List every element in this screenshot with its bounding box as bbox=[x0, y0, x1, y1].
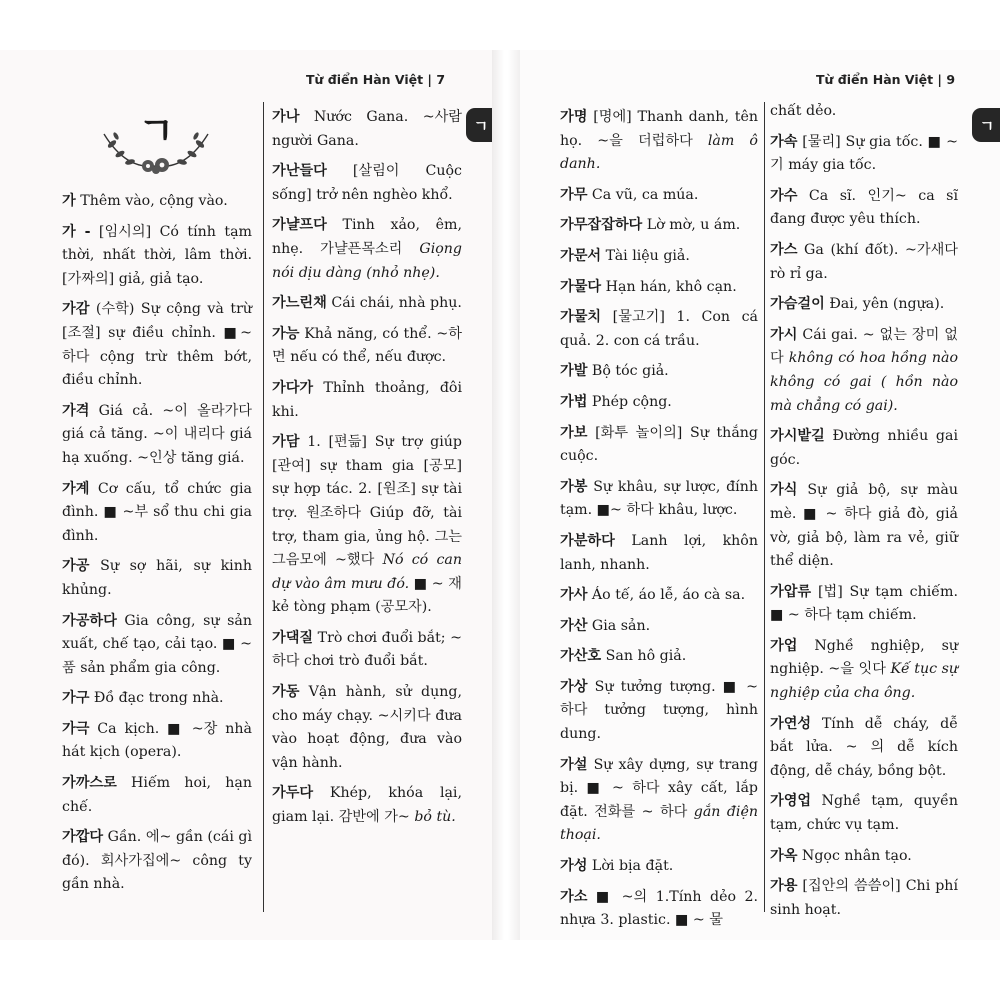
definition: Nước Gana. ~사람 người Gana. bbox=[272, 109, 462, 149]
dictionary-entry bbox=[770, 324, 958, 418]
headword: 가 - bbox=[62, 223, 91, 240]
book-gutter bbox=[488, 50, 524, 940]
dictionary-entry bbox=[272, 160, 462, 207]
dictionary-column-2 bbox=[272, 106, 462, 837]
definition: Ca vũ, ca múa. bbox=[587, 186, 699, 203]
dictionary-entry bbox=[560, 886, 758, 933]
headword: 가압류 bbox=[770, 583, 812, 600]
page-header: Từ điển Hàn Việt | 7 bbox=[306, 72, 446, 87]
headword: 가다가 bbox=[272, 379, 314, 396]
headword: 가 bbox=[62, 193, 76, 209]
definition: Gia công, sự sản xuất, chế tạo, cải tạo. ■ ~품 sản phẩm gia công. bbox=[62, 612, 252, 676]
definition: Gần. 에~ gần (cái gì đó). 회사가집에~ công ty gần nhà. bbox=[62, 829, 252, 893]
dictionary-entry bbox=[560, 276, 758, 300]
dictionary-entry bbox=[272, 782, 462, 829]
dictionary-entry bbox=[770, 479, 958, 573]
dictionary-entry-continued bbox=[770, 100, 958, 124]
example-italic: Kế tục sự nghiệp của cha ông. bbox=[770, 661, 958, 702]
dictionary-entry bbox=[560, 391, 758, 415]
headword: 가능 bbox=[272, 325, 300, 342]
headword: 가상 bbox=[560, 678, 588, 695]
dictionary-entry bbox=[272, 681, 462, 775]
headword: 가사 bbox=[560, 587, 588, 604]
dictionary-entry bbox=[770, 425, 958, 472]
page-header: Từ điển Hàn Việt | 9 bbox=[816, 72, 956, 87]
definition: Sự tưởng tượng. ■ ~ 하다 tưởng tượng, hình dung. bbox=[560, 678, 758, 743]
definition: [법] Sự tạm chiếm. ■ ~ 하다 tạm chiếm. bbox=[770, 583, 958, 624]
headword: 가댁질 bbox=[272, 629, 314, 646]
definition: Tinh xảo, êm, nhẹ. 가냘픈목소리 bbox=[272, 217, 462, 257]
section-tab: ㄱ bbox=[972, 108, 1000, 142]
headword: 가물다 bbox=[560, 278, 602, 295]
definition: Sự sợ hãi, sự kinh khủng. bbox=[62, 558, 252, 598]
dictionary-entry bbox=[272, 292, 462, 316]
dictionary-entry bbox=[62, 190, 252, 214]
headword: 가소 bbox=[560, 888, 588, 905]
definition: [물고기] 1. Con cá quả. 2. con cá trầu. bbox=[560, 309, 758, 349]
dictionary-entry bbox=[560, 476, 758, 523]
dictionary-entry bbox=[770, 239, 958, 286]
definition: Vận hành, sử dụng, cho máy chạy. ~시키다 đưa vào hoạt động, đưa vào vận hành. bbox=[272, 684, 462, 771]
left-page bbox=[0, 50, 492, 940]
dictionary-entry bbox=[62, 687, 252, 711]
headword: 가감 bbox=[62, 301, 90, 318]
dictionary-entry bbox=[272, 431, 462, 620]
headword: 가법 bbox=[560, 393, 588, 410]
headword: 가까스로 bbox=[62, 775, 117, 792]
headword: 가계 bbox=[62, 480, 90, 497]
dictionary-entry bbox=[560, 754, 758, 848]
headword: 가스 bbox=[770, 241, 798, 258]
headword: 가나 bbox=[272, 109, 300, 125]
headword: 가극 bbox=[62, 720, 90, 737]
dictionary-entry bbox=[272, 377, 462, 424]
definition: Lanh lợi, khôn lanh, nhanh. bbox=[560, 532, 758, 573]
definition: Phép cộng. bbox=[587, 393, 672, 410]
definition: Áo tế, áo lễ, áo cà sa. bbox=[587, 587, 746, 604]
definition: Lời bịa đặt. bbox=[587, 858, 674, 875]
definition: Khép, khóa lại, giam lại. 감반에 가~ bbox=[272, 785, 462, 826]
dictionary-entry bbox=[62, 555, 252, 602]
definition: [살림이 Cuộc sống] trở nên nghèo khổ. bbox=[272, 163, 462, 203]
definition: ■ ~의 1.Tính dẻo 2. nhựa 3. plastic. ■ ~ 물 bbox=[560, 888, 758, 929]
headword: 가동 bbox=[272, 684, 300, 701]
floral-wreath-icon bbox=[96, 122, 216, 182]
definition: Nghề tạm, quyền tạm, chức vụ tạm. bbox=[770, 793, 958, 834]
headword: 가영업 bbox=[770, 793, 812, 810]
dictionary-entry bbox=[560, 214, 758, 238]
dictionary-entry bbox=[560, 676, 758, 747]
column-divider bbox=[764, 102, 765, 912]
headword: 가산호 bbox=[560, 648, 602, 665]
definition: [물리] Sự gia tốc. ■ ~ 기 máy gia tốc. bbox=[770, 133, 958, 174]
dictionary-entry bbox=[272, 627, 462, 674]
definition: Giá cả. ~이 올라가다 giá cả tăng. ~이 내리다 giá hạ xuống. ~인상 tăng giá. bbox=[62, 402, 252, 466]
definition: Ca kịch. ■ ~장 nhà hát kịch (opera). bbox=[62, 720, 252, 761]
dictionary-entry bbox=[272, 323, 462, 370]
headword: 가속 bbox=[770, 133, 798, 150]
section-tab: ㄱ bbox=[466, 108, 492, 142]
definition: Đường nhiều gai góc. bbox=[770, 428, 958, 468]
headword: 가발 bbox=[560, 363, 588, 380]
headword: 가격 bbox=[62, 402, 90, 419]
definition: Thêm vào, cộng vào. bbox=[75, 193, 228, 209]
definition: Bộ tóc giả. bbox=[587, 363, 669, 380]
headword: 가냘프다 bbox=[272, 217, 327, 234]
headword: 가옥 bbox=[770, 847, 798, 864]
definition-tail: ■ ~ 재 kẻ tòng phạm (공모자). bbox=[272, 575, 462, 616]
dictionary-entry bbox=[62, 400, 252, 471]
definition: Thỉnh thoảng, đôi khi. bbox=[272, 379, 462, 420]
dictionary-entry bbox=[560, 422, 758, 469]
definition: Cái gai. ~ 없는 장미 없다 bbox=[770, 326, 958, 367]
dictionary-entry bbox=[272, 214, 462, 285]
headword: 가봉 bbox=[560, 478, 588, 495]
headword: 가식 bbox=[770, 482, 798, 499]
headword: 가명 bbox=[560, 109, 588, 125]
headword: 가구 bbox=[62, 690, 90, 707]
definition: Hạn hán, khô cạn. bbox=[601, 278, 737, 295]
definition: [명에] Thanh danh, tên họ. ~을 더럽하다 bbox=[560, 109, 758, 149]
headword: 가두다 bbox=[272, 785, 314, 802]
dictionary-entry bbox=[560, 615, 758, 639]
definition: Cái chái, nhà phụ. bbox=[326, 295, 462, 312]
headword: 가산 bbox=[560, 617, 588, 634]
definition: Ngọc nhân tạo. bbox=[797, 847, 912, 864]
dictionary-entry bbox=[770, 845, 958, 869]
dictionary-entry bbox=[62, 826, 252, 897]
headword: 가느린채 bbox=[272, 295, 327, 312]
dictionary-entry bbox=[560, 645, 758, 669]
headword: 가물치 bbox=[560, 309, 602, 326]
definition: Ca sĩ. 인기~ ca sĩ đang được yêu thích. bbox=[770, 187, 958, 228]
definition: Gia sản. bbox=[587, 617, 651, 634]
definition: [화투 놀이의] Sự thắng cuộc. bbox=[560, 424, 758, 465]
headword: 가업 bbox=[770, 637, 798, 654]
definition: Đồ đạc trong nhà. bbox=[89, 690, 224, 707]
headword: 가용 bbox=[770, 878, 798, 895]
definition: 1. [편듦] Sự trợ giúp [관여] sự tham gia [공모] sự hợp tác. 2. [원조] sự tài trợ. 원조하다 Giúp đỡ, tài trợ, tham gia, ủng hộ. 그는 그음모에 ~했다 bbox=[272, 434, 462, 569]
headword: 가공하다 bbox=[62, 612, 117, 629]
headword: 가시 bbox=[770, 326, 798, 343]
example-italic: Giọng nói dịu dàng (nhỏ nhẹ). bbox=[272, 240, 462, 281]
definition: Đai, yên (ngựa). bbox=[824, 296, 945, 313]
dictionary-entry bbox=[62, 298, 252, 392]
definition: Sự khâu, sự lược, đính tạm. ■~ 하다 khâu, lược. bbox=[560, 478, 758, 519]
right-page bbox=[520, 50, 1000, 940]
headword: 가분하다 bbox=[560, 532, 615, 549]
headword: 가수 bbox=[770, 187, 798, 204]
dictionary-entry bbox=[770, 713, 958, 784]
definition: Khả năng, có thể. ~하면 nếu có thể, nếu được. bbox=[272, 325, 462, 366]
dictionary-column-1 bbox=[560, 106, 758, 940]
headword: 가연성 bbox=[770, 715, 812, 732]
dictionary-entry bbox=[560, 530, 758, 577]
headword: 가보 bbox=[560, 424, 588, 441]
definition: (수학) Sự cộng và trừ [조절] sự điều chỉnh. ■~ 하다 cộng trừ thêm bớt, điều chỉnh. bbox=[62, 301, 252, 389]
definition: [임시의] Có tính tạm thời, nhất thời, lâm thời. [가짜의] giả, giả tạo. bbox=[62, 223, 252, 287]
dictionary-entry bbox=[62, 610, 252, 681]
headword: 가담 bbox=[272, 434, 300, 451]
definition: Sự xây dựng, sự trang bị. ■ ~ 하다 xây cất, lắp đặt. 전화를 ~ 하다 bbox=[560, 756, 758, 820]
example-italic: bỏ tù. bbox=[414, 809, 456, 826]
headword: 가깝다 bbox=[62, 829, 104, 846]
dictionary-entry bbox=[560, 184, 758, 208]
dictionary-entry bbox=[62, 772, 252, 819]
definition: Cơ cấu, tổ chức gia đình. ■ ~부 sổ thu chi gia đình. bbox=[62, 480, 252, 544]
definition: Sự giả bộ, sự màu mè. ■ ~ 하다 giả đò, giả vờ, giả bộ, làm ra vẻ, giữ thể diện. bbox=[770, 482, 958, 570]
dictionary-entry bbox=[770, 581, 958, 628]
column-divider bbox=[263, 102, 264, 912]
dictionary-entry bbox=[272, 106, 462, 153]
dictionary-column-1 bbox=[62, 190, 252, 904]
dictionary-entry bbox=[770, 875, 958, 922]
section-letter: ㄱ bbox=[138, 109, 175, 153]
dictionary-entry bbox=[62, 221, 252, 292]
example-italic: gắn điện thoại. bbox=[560, 803, 758, 844]
headword: 가무 bbox=[560, 186, 588, 203]
dictionary-entry bbox=[770, 131, 958, 178]
dictionary-entry bbox=[560, 584, 758, 608]
dictionary-entry bbox=[770, 790, 958, 837]
dictionary-entry bbox=[560, 306, 758, 353]
dictionary-entry bbox=[62, 718, 252, 765]
dictionary-column-2 bbox=[770, 100, 958, 929]
headword: 가슴걸이 bbox=[770, 296, 825, 313]
example-italic: không có hoa hồng nào không có gai ( hồn nào mà chẳng có gai). bbox=[770, 350, 958, 414]
headword: 가성 bbox=[560, 858, 588, 875]
dictionary-entry bbox=[770, 185, 958, 232]
definition: Lờ mờ, u ám. bbox=[642, 217, 741, 234]
definition: chất dẻo. bbox=[770, 103, 837, 119]
dictionary-entry bbox=[62, 478, 252, 549]
dictionary-entry bbox=[560, 360, 758, 384]
headword: 가설 bbox=[560, 756, 588, 773]
dictionary-entry bbox=[560, 855, 758, 879]
definition: Trò chơi đuổi bắt; ~하다 chơi trò đuổi bắt. bbox=[272, 629, 462, 670]
definition: Ga (khí đốt). ~가새다 rò rỉ ga. bbox=[770, 241, 958, 282]
definition: Nghề nghiệp, sự nghiệp. ~을 잇다 bbox=[770, 637, 958, 678]
definition: Tính dễ cháy, dễ bắt lửa. ~ 의 dễ kích động, dễ cháy, bồng bột. bbox=[770, 715, 958, 779]
headword: 가난들다 bbox=[272, 163, 327, 180]
headword: 가문서 bbox=[560, 247, 602, 264]
headword: 가시밭길 bbox=[770, 428, 825, 445]
headword: 가공 bbox=[62, 558, 90, 575]
definition: Hiếm hoi, hạn chế. bbox=[62, 775, 252, 815]
dictionary-entry bbox=[770, 635, 958, 706]
dictionary-entry bbox=[560, 106, 758, 177]
headword: 가무잡잡하다 bbox=[560, 217, 643, 234]
example-italic: Nó có can dự vào âm mưu đó. bbox=[272, 552, 462, 592]
dictionary-entry bbox=[560, 245, 758, 269]
example-italic: làm ô danh. bbox=[560, 132, 758, 173]
definition: San hô giả. bbox=[601, 648, 687, 665]
definition: [집안의 씀씀이] Chi phí sinh hoạt. bbox=[770, 878, 958, 918]
dictionary-entry bbox=[770, 293, 958, 317]
definition: Tài liệu giả. bbox=[601, 247, 690, 264]
